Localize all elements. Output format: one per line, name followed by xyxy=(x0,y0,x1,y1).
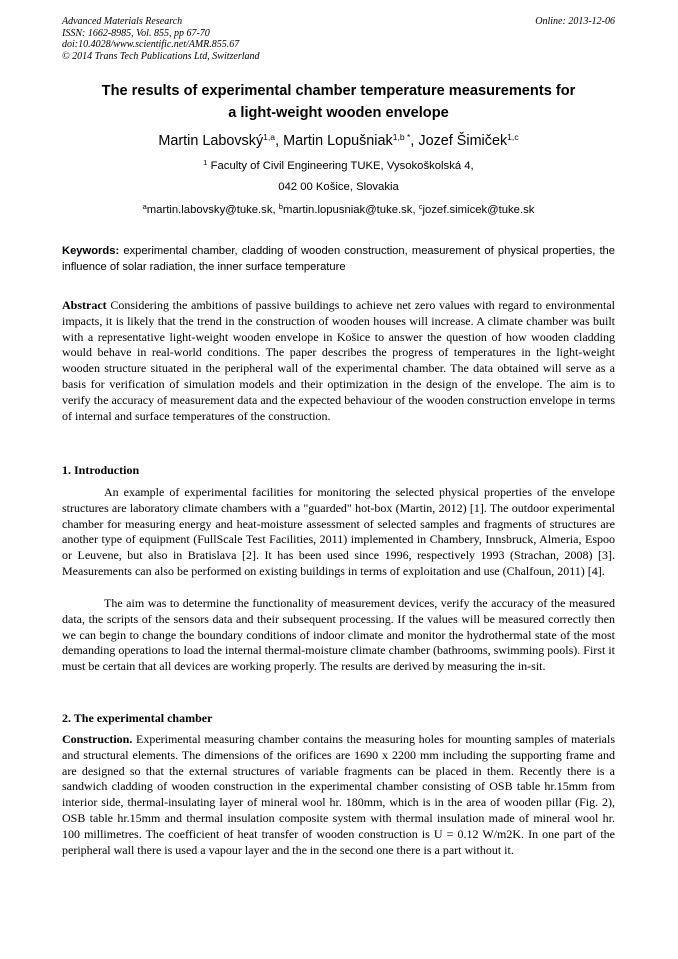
affiliation-line-2: 042 00 Košice, Slovakia xyxy=(278,181,399,193)
email-mark: b xyxy=(278,202,283,211)
author-separator: , xyxy=(275,133,284,149)
construction-label: Construction. xyxy=(62,732,133,746)
construction-text: Experimental measuring chamber contains the measuring holes for mounting samples of materials and structural elements. The dimensions of the orifices are 1690 x 2200 mm including the supporting frame and are designed so that the external structures of variable fragments can be placed in them. Recently there is a sandwich cladding of wooden construction in the experimental chamber consisting of OSB table hr.15mm from interior side, thermal-insulating layer of mineral wool hr. 180mm, which is in the area of wooden pillar (Fig. 2), OSB table hr.15mm and thermal insulation composite system with thermal insulation made of mineral wool hr. 100 millimetres. The coefficient of heat transfer of wooden construction is U = 0.12 W/m2K. In one part of the peripheral wall there is used a vapour layer and the in the second one there is a part without it. xyxy=(62,732,615,857)
abstract-text: Considering the ambitions of passive buildings to achieve net zero values with regard to environmental impacts, it is likely that the trend in the construction of wooden houses will increase. A climate chamber was built with a representative light-weight wooden envelope in Košice to answer the question of how wooden cladding would behave in real-world conditions. The paper describes the progress of temperatures in the light-weight wooden structure situated in the peripheral wall of the experimental chamber. The data obtained will serve as a basis for verification of simulation models and their optimization in the design of the envelope. The aim is to verify the accuracy of measurement data and the expected behaviour of the wooden construction envelope in terms of internal and surface temperatures of the construction. xyxy=(62,298,615,423)
email-mark: a xyxy=(142,202,147,211)
construction-paragraph xyxy=(62,732,615,858)
affiliation-text: Faculty of Civil Engineering TUKE, Vysokoškolská 4, xyxy=(207,160,474,172)
author-list xyxy=(62,131,615,151)
journal-issn: ISSN: 1662-8985, Vol. 855, pp 67-70 xyxy=(62,27,210,39)
journal-copyright: © 2014 Trans Tech Publications Ltd, Switzerland xyxy=(62,50,260,62)
journal-header xyxy=(62,16,615,62)
abstract-block xyxy=(62,298,615,424)
author-affiliation-mark: 1,c xyxy=(507,132,519,142)
keywords-label: Keywords: xyxy=(62,245,120,257)
affiliation-mark: 1 xyxy=(203,158,208,167)
section-heading-introduction: 1. Introduction xyxy=(62,463,140,477)
email-address: jozef.simicek@tuke.sk xyxy=(422,204,535,216)
paper-title xyxy=(62,80,615,124)
author-affiliation-mark: 1,b * xyxy=(392,132,411,142)
introduction-paragraph-2: The aim was to determine the functionality of measurement devices, verify the accuracy of the measured data, the scripts of the sensors data and their subsequent processing. If the values will be measured correctly then we can begin to change the boundary conditions of indoor climate and monitor the hydrothermal state of the most demanding operations to load the internal thermal-moisture climate chamber (bathrooms, swimming pools). First it must be certain that all devices are working properly. The results are derived by measuring the in-sit. xyxy=(62,596,615,674)
introduction-paragraph-1: An example of experimental facilities for monitoring the selected physical properties of the envelope structures are laboratory climate chambers with a "guarded" hot-box (Martin, 2012) [1]. The outdoor experimental chamber for measuring energy and heat-moisture assessment of selected samples and fragments of structures are another type of equipment (FullScale Test Facilities, 2011) implemented in Chambery, Innsbruck, Almeria, Espoo or Leuvene, but also in Bratislava [2]. It has been used since 1996, respectively 1993 (Strachan, 2008) [3]. Measurements can also be performed on existing buildings in terms of exploitation and use (Chalfoun, 2011) [4]. xyxy=(62,485,615,578)
email-address: martin.lopusniak@tuke.sk, xyxy=(282,204,419,216)
author-separator: , xyxy=(410,133,419,149)
keywords-text: experimental chamber, cladding of wooden construction, measurement of physical properties, the influence of solar radiation, the inner surface temperature xyxy=(62,245,615,273)
paper-title-line-1: The results of experimental chamber temperature measurements for xyxy=(101,83,576,99)
affiliation-line-1 xyxy=(62,158,615,174)
author-name: Jozef Šimiček xyxy=(418,133,508,149)
email-line xyxy=(62,202,615,218)
abstract-label: Abstract xyxy=(62,298,107,312)
email-mark: c xyxy=(418,202,423,211)
section-heading-experimental-chamber: 2. The experimental chamber xyxy=(62,711,213,725)
journal-doi: doi:10.4028/www.scientific.net/AMR.855.67 xyxy=(62,39,240,51)
author-affiliation-mark: 1,a xyxy=(263,132,276,142)
paper-title-line-2: a light-weight wooden envelope xyxy=(228,105,449,121)
journal-name: Advanced Materials Research xyxy=(62,16,183,27)
online-date: Online: 2013-12-06 xyxy=(535,16,615,27)
author-name: Martin Lopušniak xyxy=(283,133,393,149)
keywords-block xyxy=(62,243,615,275)
email-address: martin.labovsky@tuke.sk, xyxy=(146,204,279,216)
author-name: Martin Labovský xyxy=(158,133,264,149)
